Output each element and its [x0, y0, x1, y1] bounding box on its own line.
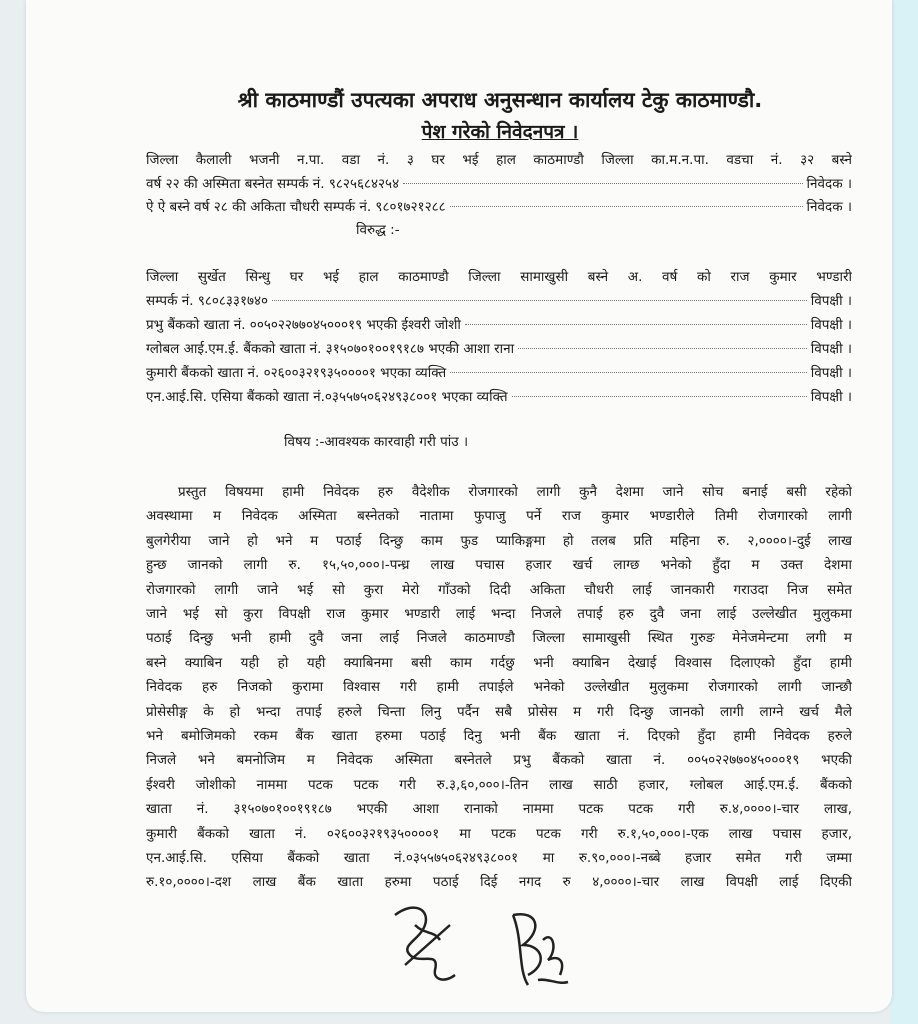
dotted-leader — [272, 300, 807, 301]
body-line: जाने भई सो कुरा विपक्षी राज कुमार भण्डारी लाई भन्दा निजले तपाई हरु दुवै जना लाई उल्लेखीत मुलुकमा — [146, 606, 852, 622]
body-line: बस्ने क्याबिन यही हो यही क्याबिनमा बसी काम गर्दछु भनी क्याबिन देखाई विश्वास दिलाएको हुँदा हामी — [146, 654, 852, 671]
right-edge-strip — [890, 0, 918, 1024]
respondent-line: जिल्ला सुर्खेत सिन्धु घर भई हाल काठमाण्डौ जिल्ला सामाखुसी बस्ने अ. वर्ष को राज कुमार भण्डारी — [146, 269, 852, 285]
party-role: विपक्षी । — [810, 389, 852, 405]
subject-line: विषय :-आवश्यक कारवाही गरी पांउ । — [284, 434, 469, 450]
applicant-line — [146, 197, 852, 217]
body-line: प्रस्तुत विषयमा हामी निवेदक हरु वैदेशीक रोजगारको लागी कुनै देशमा जाने सोच बनाई बसी रहेको — [178, 484, 852, 500]
respondent-line — [146, 363, 852, 383]
applicant-line: जिल्ला कैलाली भजनी न.पा. वडा नं. ३ घर भई हाल काठमाण्डौ जिल्ला का.म.न.पा. वडचा नं. ३२ बस्ने — [146, 152, 852, 168]
body-line: रु.१०,००००।-दश लाख बैंक खाता हरुमा पठाई दिई नगद रु ४,००००।-चार लाख विपक्षी लाई दिएकी — [146, 874, 852, 891]
signature-1 — [385, 895, 465, 990]
respondent-line — [146, 291, 852, 311]
applicant-line — [146, 174, 852, 194]
document-title — [140, 118, 860, 144]
body-line: प्रोसेसीङ्ग के हो भन्दा तपाई हरुले चिन्ता लिनु पर्दैन सबै प्रोसेस म गरी दिन्छु जानको लागी लाग्ने खर्च मैले — [146, 703, 852, 720]
body-line: ईश्वरी जोशीको नाममा पटक पटक गरी रु.३,६०,०००।-तिन लाख साठी हजार, ग्लोबल आई.एम.ई. बैंकको — [146, 776, 852, 793]
dotted-leader — [512, 396, 807, 397]
dotted-leader — [403, 183, 802, 184]
dotted-leader — [450, 372, 807, 373]
dotted-leader — [465, 324, 807, 325]
body-line: पठाई दिन्छु भनी हामी दुवै जना लाई निजले काठमाण्डौ जिल्ला सामाखुसी स्थित गुरुङ मेनेजमेन्टमा लगी म — [146, 630, 852, 647]
party-details: एन.आई.सि. एसिया बैंकको खाता नं.०३५५७५०६२४९३८००१ भएका व्यक्ति — [146, 389, 508, 405]
body-line: निजले भने बमनोजिम म निवेदक अस्मिता बस्नेतले प्रभु बैंकको खाता नं. ००५०२२७७०४५०००१९ भएकी — [146, 752, 852, 769]
party-role: निवेदक । — [806, 199, 852, 215]
dotted-leader — [518, 348, 807, 349]
document-title-text: पेश गरेको निवेदनपत्र । — [421, 121, 579, 143]
party-details: सम्पर्क नं. ९८०८३३१७४० — [146, 293, 269, 309]
signature-2 — [498, 900, 578, 995]
respondent-line — [146, 387, 852, 407]
party-role: विपक्षी । — [810, 293, 852, 309]
against-label: विरुद्ध :- — [356, 222, 400, 238]
body-line: हुन्छ जानको लागी रु. १५,५०,०००।-पन्ध्र लाख पचास हजार खर्च लाग्छ भनेको हुँदा म उक्त देशमा — [146, 557, 852, 574]
body-line: कुमारी बैंकको खाता नं. ०२६००३२१९३५००००१ मा पटक पटक गरी रु.१,५०,०००।-एक लाख पचास हजार, — [146, 825, 852, 842]
body-line: खाता नं. ३१५०७०१००१९१८७ भएकी आशा रानाको नाममा पटक पटक गरी रु.४,००००।-चार लाख, — [146, 801, 852, 818]
party-details: ऐ ऐ बस्ने वर्ष २८ की अकिता चौधरी सम्पर्क नं. ९८०१७२१२८८ — [146, 199, 446, 215]
party-role: विपक्षी । — [810, 341, 852, 357]
body-line: अवस्थामा म निवेदक अस्मिता बस्नेतको नातामा फुपाजु पर्ने राज कुमार भण्डारीले तिमी रोजगारको लागी — [146, 508, 852, 525]
dotted-leader — [450, 206, 803, 207]
body-line: एन.आई.सि. एसिया बैंकको खाता नं.०३५५७५०६२४९३८००१ मा रु.९०,०००।-नब्बे हजार समेत गरी जम्मा — [146, 850, 852, 866]
party-role: विपक्षी । — [810, 317, 852, 333]
body-line: भने बमोजिमको रकम बैंक खाता हरुमा पठाई दिनु भनी बैंक खाता नं. दिएको हुँदा हामी निवेदक हरुले — [146, 728, 852, 744]
party-role: विपक्षी । — [810, 365, 852, 381]
party-details: प्रभु बैंकको खाता नं. ००५०२२७७०४५०००१९ भएकी ईश्वरी जोशी — [146, 317, 461, 333]
body-line: रोजगारको लागी जाने भई सो कुरा मेरो गाँउको दिदी अकिता चौधरी लाई जानकारी गराउदा निज समेत — [146, 581, 852, 598]
party-details: कुमारी बैंकको खाता नं. ०२६००३२१९३५००००१ भएका व्यक्ति — [146, 365, 447, 381]
party-details: ग्लोबल आई.एम.ई. बैंकको खाता नं. ३१५०७०१००१९१८७ भएकी आशा राना — [146, 341, 515, 357]
party-role: निवेदक । — [806, 175, 852, 192]
respondent-line — [146, 339, 852, 359]
respondent-line — [146, 315, 852, 335]
office-heading: श्री काठमाण्डौं उपत्यका अपराध अनुसन्धान कार्यालय टेकु काठमाण्डौ. — [237, 88, 763, 112]
party-details: वर्ष २२ की अस्मिता बस्नेत सम्पर्क नं. ९८२५६८४२५४ — [146, 175, 400, 192]
body-line: बुलगेरीया जाने हो भने म पठाई दिन्छु काम फुड प्याकिङ्गमा हो तलब प्रति महिना रु. २,००००।-दुई लाख — [146, 532, 852, 549]
body-line: निवेदक हरु निजको कुरामा विश्वास गरी हामी तपाईले भनेको उल्लेखीत मुलुकमा रोजगारको लागी जान्छौ — [146, 679, 852, 696]
